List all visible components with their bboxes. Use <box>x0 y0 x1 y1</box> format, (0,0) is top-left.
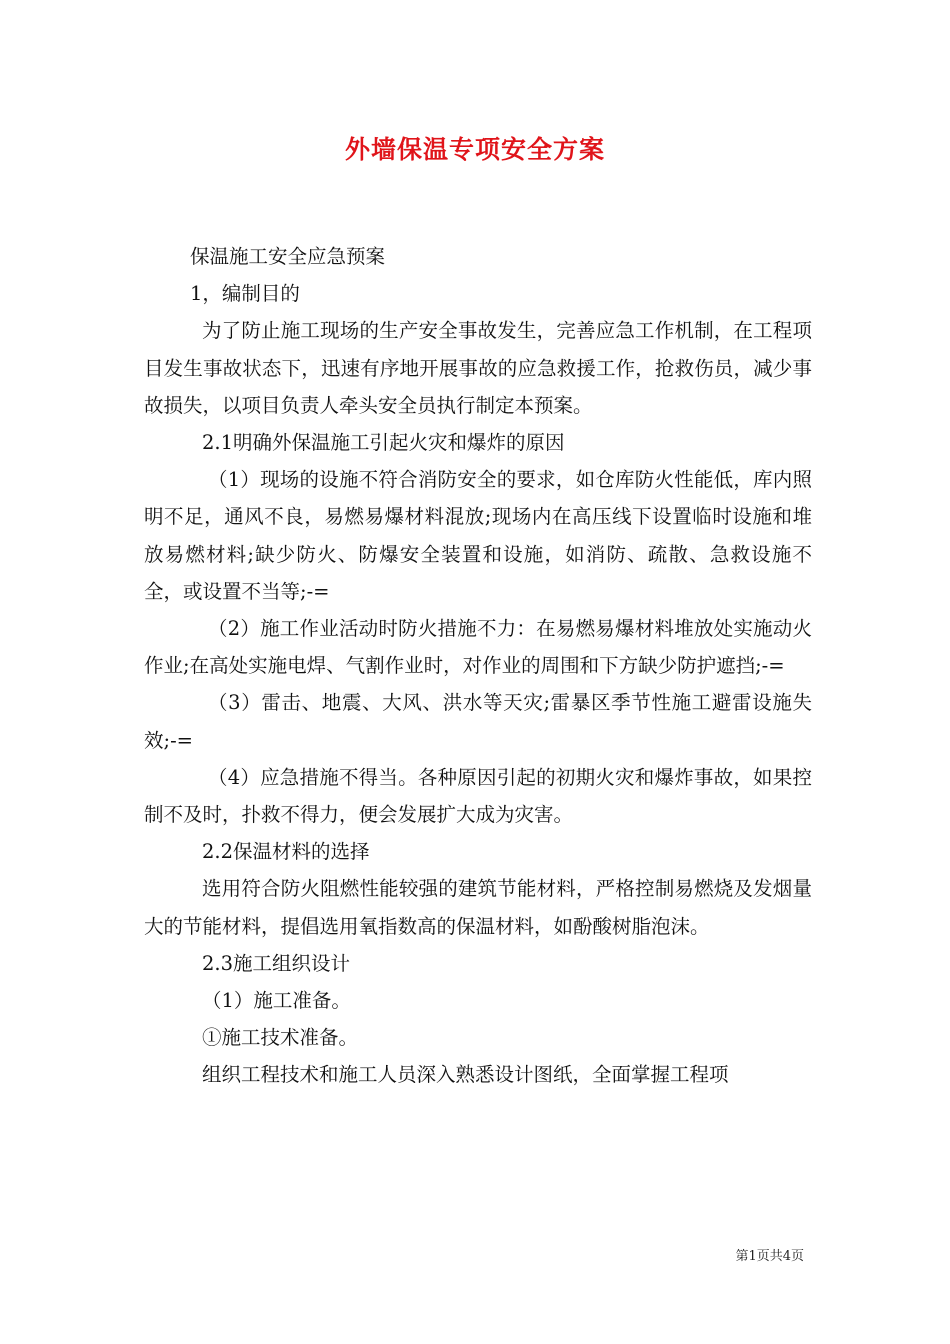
section-heading-2-3: 2.3施工组织设计 <box>202 951 351 975</box>
paragraph-tech-prep: ①施工技术准备。 <box>202 1026 359 1050</box>
document-title: 外墙保温专项安全方案 <box>344 135 605 164</box>
section-heading-purpose: 1，编制目的 <box>190 282 300 306</box>
paragraph-cause-2: （2）施工作业活动时防火措施不力：在易燃易爆材料堆放处实施动火作业;在高处实施电焊、气割作业时，对作业的周围和下方缺少防护遮挡;-= <box>144 617 812 678</box>
paragraph-material: 选用符合防火阻燃性能较强的建筑节能材料，严格控制易燃烧及发烟量大的节能材料，提倡选用氧指数高的保温材料，如酚酸树脂泡沫。 <box>144 877 812 938</box>
section-heading-2-2: 2.2保温材料的选择 <box>202 840 370 864</box>
paragraph-cause-1: （1）现场的设施不符合消防安全的要求，如仓库防火性能低，库内照明不足，通风不良，易燃易爆材料混放;现场内在高压线下设置临时设施和堆放易燃材料;缺少防火、防爆安全装置和设施，如消防、疏散、急救设施不全，或设置不当等;-= <box>144 468 812 603</box>
paragraph-prep: （1）施工准备。 <box>202 989 351 1013</box>
paragraph-purpose: 为了防止施工现场的生产安全事故发生，完善应急工作机制，在工程项目发生事故状态下，迅速有序地开展事故的应急救援工作，抢救伤员，减少事故损失，以项目负责人牵头安全员执行制定本预案。 <box>144 319 812 417</box>
section-heading-2-1: 2.1明确外保温施工引起火灾和爆炸的原因 <box>202 431 565 455</box>
section-heading-plan: 保温施工安全应急预案 <box>190 245 386 268</box>
page-number: 第1页共4页 <box>735 1249 804 1264</box>
paragraph-organize: 组织工程技术和施工人员深入熟悉设计图纸，全面掌握工程项 <box>202 1063 729 1087</box>
paragraph-cause-4: （4）应急措施不得当。各种原因引起的初期火灾和爆炸事故，如果控制不及时，扑救不得力，便会发展扩大成为灾害。 <box>144 765 812 827</box>
paragraph-cause-3: （3）雷击、地震、大风、洪水等天灾;雷暴区季节性施工避雷设施失效;-= <box>144 691 812 752</box>
document-body <box>144 238 812 1094</box>
